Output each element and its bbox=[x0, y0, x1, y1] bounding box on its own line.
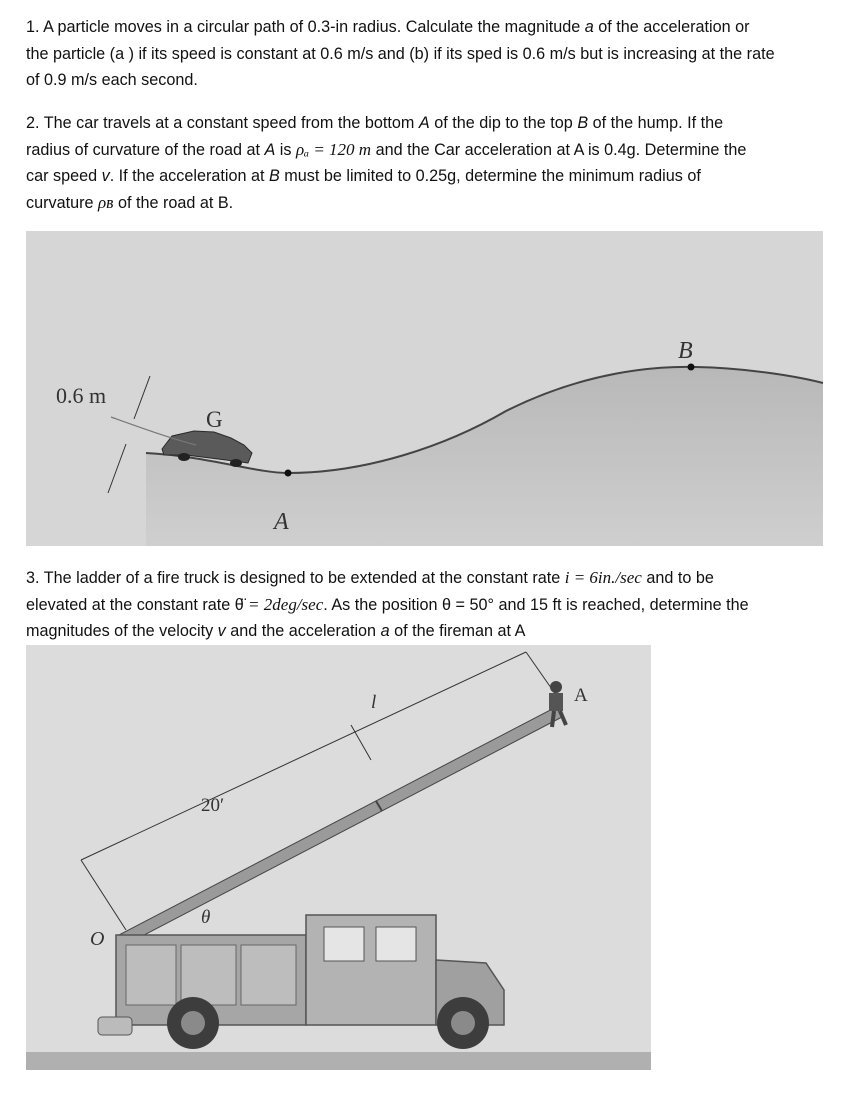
problem-2-line-1: 2. The car travels at a constant speed from the bottom A of the dip to the top B of the hump. If the bbox=[26, 114, 724, 132]
problem-1-line-3: of 0.9 m/s each second. bbox=[26, 71, 198, 89]
problem-3-line-1: 3. The ladder of a fire truck is designed to be extended at the constant rate i = 6in./sec and to be bbox=[26, 568, 714, 587]
label-G: G bbox=[206, 407, 223, 432]
dimension-label: 0.6 m bbox=[56, 383, 107, 408]
point-A-marker bbox=[285, 470, 292, 477]
problem-1-line-2: the particle (a ) if its speed is constant at 0.6 m/s and (b) if its sped is 0.6 m/s but is increasing at the rate bbox=[26, 44, 775, 63]
problem-2-line-3: car speed v. If the acceleration at B must be limited to 0.25g, determine the minimum radius of bbox=[26, 167, 701, 185]
road-figure bbox=[26, 231, 823, 546]
fire-truck-figure bbox=[26, 645, 651, 1070]
problem-3-line-3: magnitudes of the velocity v and the acceleration a of the fireman at A bbox=[26, 622, 526, 640]
point-B-marker bbox=[688, 364, 695, 371]
label-20-ft: 20′ bbox=[201, 795, 225, 816]
problem-1 bbox=[26, 14, 826, 94]
label-B: B bbox=[678, 338, 693, 364]
label-l: l bbox=[371, 692, 377, 713]
problem-3-line-2: elevated at the constant rate θ̈ = 2deg/sec. As the position θ = 50° and 15 ft is reached, determine the bbox=[26, 594, 749, 614]
problem-2-line-4: curvature ρʙ of the road at B. bbox=[26, 192, 234, 212]
problem-2 bbox=[26, 110, 826, 216]
problem-3 bbox=[26, 565, 826, 645]
label-theta: θ bbox=[201, 907, 211, 928]
label-A: A bbox=[274, 509, 289, 535]
problem-2-line-2: radius of curvature of the road at A is ρₐ = 120 m and the Car acceleration at A is 0.4g. Determine the bbox=[26, 139, 747, 159]
ground bbox=[26, 1052, 651, 1070]
label-O: O bbox=[90, 928, 105, 950]
label-A: A bbox=[574, 685, 588, 706]
problem-1-line-1: 1. A particle moves in a circular path of 0.3-in radius. Calculate the magnitude a of the acceleration or bbox=[26, 18, 750, 36]
